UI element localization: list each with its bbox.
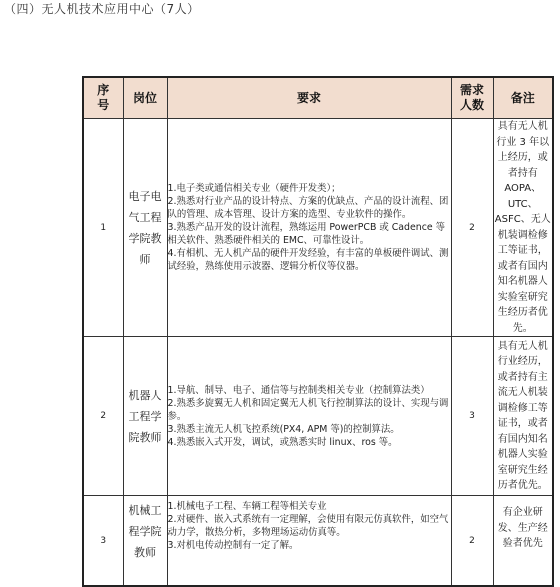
remark-line: 行业经历， [497, 356, 548, 367]
requirement-item: 2.熟悉对行业产品的设计特点、方案的优缺点、产品的设计流程、团队的管理、成本管理、设计方案的选型、专业软件的操作。 [167, 196, 449, 220]
remark-line: 工等证书， [497, 245, 548, 256]
remark-line: 调检修工等 [497, 402, 548, 414]
remark-line: 验者优先 [502, 538, 543, 549]
remark-line: 行业 3 年以 [496, 136, 550, 148]
remark-line: 或者有国内 [497, 260, 548, 272]
remark-line: 具有无人机 [497, 121, 548, 132]
post-cell [123, 119, 167, 337]
header-count [451, 77, 493, 119]
requirements-cell [167, 337, 451, 496]
post-line: 电子电 [128, 189, 162, 203]
section-heading: （四）无人机技术应用中心（7人） [4, 2, 200, 16]
header-count-line: 人数 [459, 98, 484, 112]
post-line: 气工程 [128, 210, 162, 224]
requirement-item: 1.导航、制导、电子、通信等与控制类相关专业（控制算法类） [167, 384, 430, 396]
post-line: 学院教 [128, 231, 162, 245]
remark-line: AOPA、UTC、 [504, 183, 542, 210]
remark-line: 或者持有主 [497, 371, 548, 383]
remark-line: 流无人机装 [497, 387, 548, 398]
remark-line: 证书，或者 [497, 418, 548, 429]
header-requirements: 要求 [167, 77, 451, 119]
remark-line: 室研究生经 [497, 464, 548, 476]
row-number: 2 [83, 337, 123, 496]
table-header [83, 77, 553, 119]
post-line: 机器人 [128, 388, 162, 402]
requirements-cell [167, 496, 451, 587]
remark-line: ASFC、无人 [494, 214, 551, 225]
header-count-line: 需求 [459, 83, 484, 97]
post-line: 师 [139, 252, 151, 266]
header-remark: 备注 [493, 77, 553, 119]
row-number: 3 [83, 496, 123, 587]
requirement-item: 1.电子类或通信相关专业（硬件开发类）； [167, 183, 341, 194]
remark-line: 历者优先。 [497, 480, 548, 491]
remark-cell [493, 496, 553, 587]
post-line: 程学院 [128, 525, 162, 538]
row-number: 1 [83, 119, 123, 337]
post-line: 院教师 [128, 430, 162, 444]
remark-line: 者持有 [507, 167, 538, 179]
header-post: 岗位 [123, 77, 167, 119]
post-cell [123, 337, 167, 496]
remark-cell [493, 119, 553, 337]
requirement-item: 1.机械电子工程、车辆工程等相关专业 [167, 501, 327, 512]
table-row [83, 337, 553, 496]
header-no [83, 77, 123, 119]
table-row [83, 119, 553, 337]
requirements-cell [167, 119, 451, 337]
requirement-item: 3.熟悉主流无人机飞控系统(PX4, APM 等)的控制算法。 [167, 423, 400, 435]
header-no-line: 序 [97, 83, 110, 97]
headcount-cell: 2 [451, 119, 493, 337]
remark-line: 上经历，或 [497, 152, 548, 163]
remark-line: 知名机器人 [497, 276, 548, 287]
requirement-item: 4.有相机、无人机产品的硬件开发经验，有丰富的单板硬件调试、测试经验，熟练使用示波器、逻辑分析仪等仪器。 [167, 248, 449, 272]
remark-line: 机装调检修 [497, 229, 548, 241]
requirement-item: 3.对机电传动控制有一定了解。 [167, 540, 299, 551]
headcount-cell: 2 [451, 496, 493, 587]
header-no-line: 号 [97, 98, 110, 112]
remark-line: 有企业研 [502, 507, 543, 518]
remark-line: 机器人实验 [497, 449, 548, 460]
post-line: 机械工 [128, 504, 162, 517]
remark-line: 发、生产经 [497, 522, 548, 534]
requirement-item: 2.熟悉多旋翼无人机和固定翼无人机飞行控制算法的设计、实现与调参。 [167, 397, 449, 422]
remark-line: 有国内知名 [497, 433, 548, 445]
post-line: 工程学 [128, 409, 162, 423]
remark-line: 先。 [512, 322, 533, 334]
post-line: 教师 [134, 546, 156, 559]
post-cell [123, 496, 167, 587]
remark-line: 实验室研究 [497, 291, 548, 303]
remark-line: 生经历者优 [497, 307, 548, 318]
remark-line: 具有无人机 [497, 340, 548, 352]
remark-cell [493, 337, 553, 496]
requirement-item: 4.熟悉嵌入式开发，调试，或熟悉实时 linux、ros 等。 [167, 436, 398, 448]
recruitment-table [82, 76, 554, 587]
requirement-item: 3.熟悉产品开发的设计流程，熟练运用 PowerPCB 或 Cadence 等相关软件、熟悉硬件相关的 EMC、可靠性设计。 [167, 222, 445, 246]
table-row [83, 496, 553, 587]
headcount-cell: 3 [451, 337, 493, 496]
requirement-item: 2.对硬件、嵌入式系统有一定理解，会使用有限元仿真软件，如空气动力学，散热分析，多物理场运动仿真等。 [167, 514, 449, 538]
